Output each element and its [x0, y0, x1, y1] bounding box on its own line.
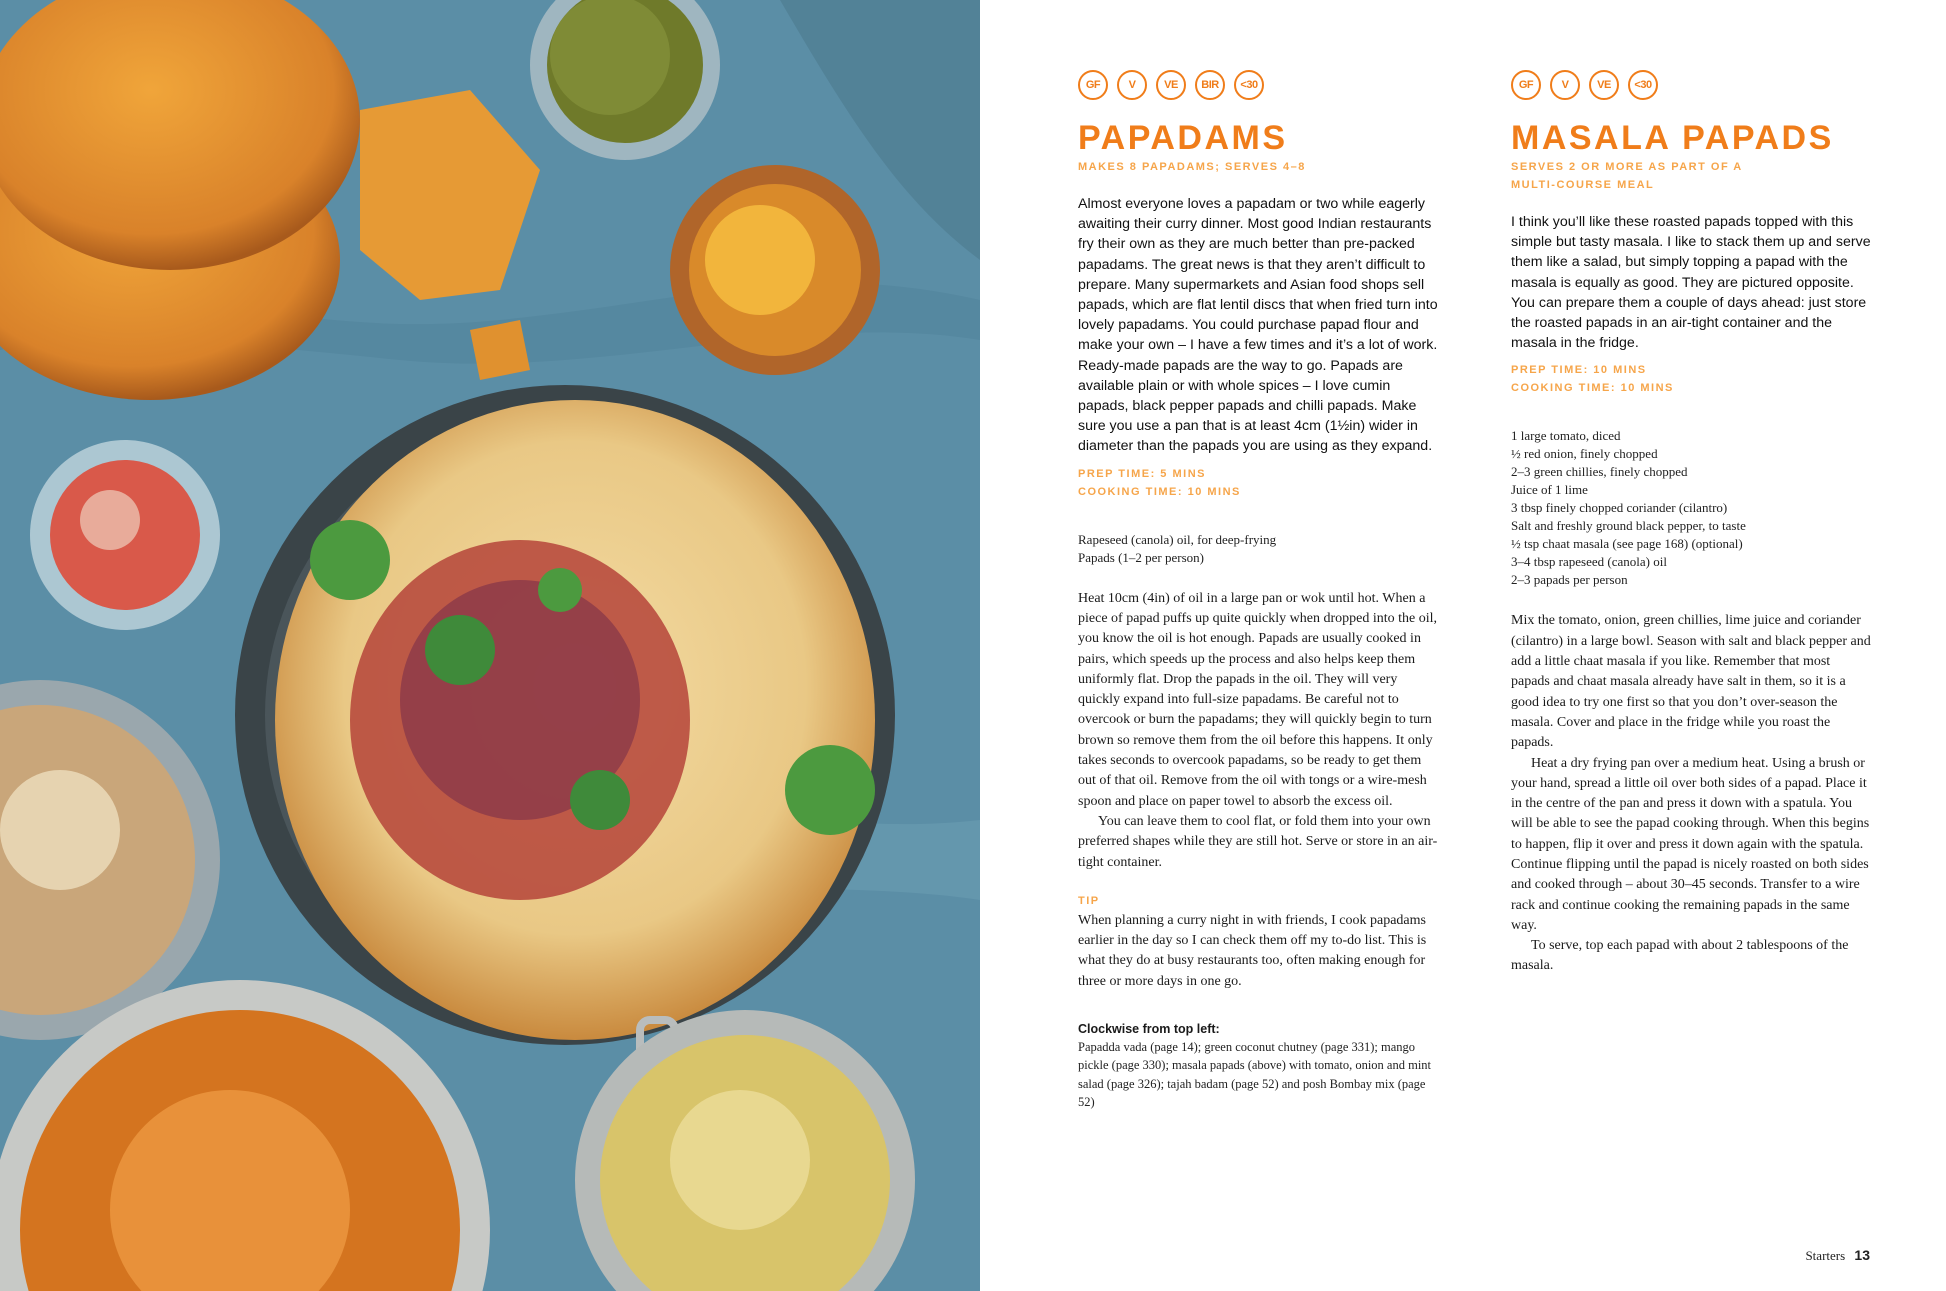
recipe-times [1078, 465, 1438, 501]
papadams-recipe [1078, 68, 1438, 1112]
ingredient-item: 3–4 tbsp rapeseed (canola) oil [1511, 554, 1667, 570]
ingredient-item: ½ red onion, finely chopped [1511, 446, 1658, 462]
cooking-time: COOKING TIME: 10 MINS [1078, 485, 1241, 498]
page-number: 13 [1854, 1247, 1870, 1263]
serves-line [1511, 158, 1871, 194]
recipe-times [1511, 361, 1871, 397]
ingredient-item: ½ tsp chaat masala (see page 168) (optional) [1511, 536, 1743, 552]
vegan-badge: VE [1156, 70, 1186, 100]
ingredient-item: Juice of 1 lime [1511, 482, 1588, 498]
method-paragraph: Heat a dry frying pan over a medium heat. Using a brush or your hand, spread a little oil over both sides of a papad. Place it in the centre of the pan and press it down with a spatula. You will be able to see the papad cooking through. When this begins to happen, flip it over and press it down again with the spatula. Continue flipping until the papad is nicely roasted on both sides and cooked through – about 30–45 seconds. Transfer to a wire rack and continue cooking the remaining papads in the same way. [1511, 755, 1870, 933]
ingredient-list [1078, 531, 1438, 567]
bir-badge: BIR [1195, 70, 1225, 100]
cooking-time: COOKING TIME: 10 MINS [1511, 382, 1674, 395]
under-30-badge: <30 [1234, 70, 1264, 100]
tip-label: TIP [1078, 894, 1100, 907]
ingredient-item: Rapeseed (canola) oil, for deep-frying [1078, 531, 1277, 547]
method-paragraph: You can leave them to cool flat, or fold them into your own preferred shapes while they are still hot. Serve or store in an air-tight container. [1078, 813, 1438, 870]
ingredient-item: Salt and freshly ground black pepper, to taste [1511, 518, 1746, 534]
recipe-title: PAPADAMS [1078, 119, 1288, 157]
vegan-badge: VE [1589, 70, 1619, 100]
photo-caption: Papadda vada (page 14); green coconut chutney (page 331); mango pickle (page 330); masala papads (above) with tomato, onion and mint salad (page 326); tajah badam (page 52) and posh Bombay mix (page 52) [1078, 1039, 1432, 1110]
prep-time: PREP TIME: 5 MINS [1078, 467, 1206, 480]
method-paragraph: Mix the tomato, onion, green chillies, lime juice and coriander (cilantro) in a large bowl. Season with salt and black pepper and add a little chaat masala if you like. Remember that most papads and chaat masala already have salt in them, so it is a good idea to try one first so that you don’t over-season the masala. Cover and place in the fridge while you roast the papads. [1511, 613, 1871, 751]
recipe-intro: Almost everyone loves a papadam or two while eagerly awaiting their curry dinner. Most good Indian restaurants fry their own as they are much better than pre-packed papadams. The great news is that they aren’t difficult to prepare. Many supermarkets and Asian food shops sell papads, which are flat lentil discs that when fried turn into lovely papadams. You could purchase papad flour and make your own – I have a few times and it’s a lot of work. Ready-made papads are the way to go. Papads are available plain or with whole spices – I love cumin papads, black pepper papads and chilli papads. Make sure you use a pan that is at least 4cm (1½in) wider in diameter than the papads you are using as they expand. [1078, 196, 1438, 455]
recipe-method [1511, 611, 1871, 976]
ingredient-item: Papads (1–2 per person) [1078, 549, 1204, 565]
gluten-free-badge: GF [1078, 70, 1108, 100]
gluten-free-badge: GF [1511, 70, 1541, 100]
diet-badges [1511, 68, 1871, 102]
ingredient-item: 1 large tomato, diced [1511, 428, 1621, 444]
vegetarian-badge: V [1550, 70, 1580, 100]
serves-line-2: MULTI-COURSE MEAL [1511, 179, 1655, 191]
tip-text: When planning a curry night in with friends, I cook papadams earlier in the day so I can check them off my to-do list. This is what they do at busy restaurants too, often making enough for three or more days in one go. [1078, 912, 1427, 989]
serves-line: MAKES 8 PAPADAMS; SERVES 4–8 [1078, 161, 1306, 173]
vegetarian-badge: V [1117, 70, 1147, 100]
recipe-intro: I think you’ll like these roasted papads topped with this simple but tasty masala. I like to stack them up and serve them like a salad, but simply topping a papad with the masala is equally as good. They are pictured opposite. You can prepare them a couple of days ahead: just store the roasted papads in an air-tight container and the masala in the fridge. [1511, 214, 1871, 352]
method-paragraph: Heat 10cm (4in) of oil in a large pan or wok until hot. When a piece of papad puffs up quite quickly when dropped into the oil, you know the oil is hot enough. Papads are usually cooked in pairs, which speeds up the process and also helps keep them uniformly flat. Drop the papads in the oil. They will very quickly expand into full-size papadams. Be careful not to overcook or burn the papadams; they will quickly begin to turn brown so remove them from the oil before this happens. It only takes seconds to overcook papadams, so be ready to get them out of that oil. Remove from the oil with tongs or a wire-mesh spoon and place on paper towel to absorb the excess oil. [1078, 590, 1437, 809]
section-name: Starters [1805, 1248, 1846, 1263]
ingredient-item: 2–3 papads per person [1511, 572, 1628, 588]
under-30-badge: <30 [1628, 70, 1658, 100]
photo-caption-heading: Clockwise from top left: [1078, 1021, 1220, 1036]
masala-papads-recipe [1511, 68, 1871, 977]
serves-line-1: SERVES 2 OR MORE AS PART OF A [1511, 161, 1743, 173]
recipe-title: MASALA PAPADS [1511, 119, 1834, 157]
diet-badges [1078, 68, 1438, 102]
recipe-method [1078, 589, 1438, 873]
page-footer [1805, 1247, 1870, 1264]
ingredient-item: 2–3 green chillies, finely chopped [1511, 464, 1688, 480]
ingredient-item: 3 tbsp finely chopped coriander (cilantro) [1511, 500, 1728, 516]
method-paragraph: To serve, top each papad with about 2 tablespoons of the masala. [1511, 938, 1849, 974]
prep-time: PREP TIME: 10 MINS [1511, 364, 1647, 377]
ingredient-list [1511, 427, 1871, 589]
